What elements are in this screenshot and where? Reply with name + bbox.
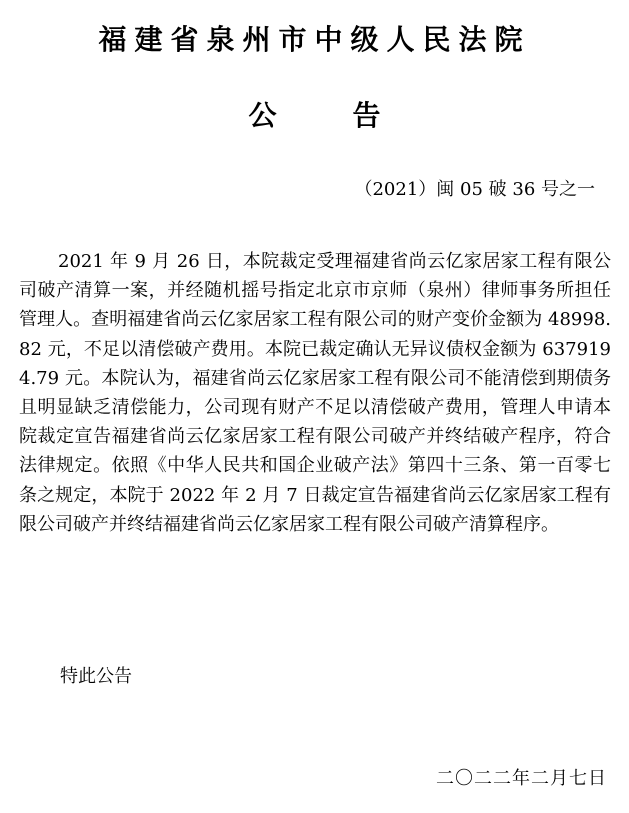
court-name-heading: 福建省泉州市中级人民法院	[98, 23, 531, 56]
notice-body-paragraph: 2021 年 9 月 26 日，本院裁定受理福建省尚云亿家居家工程有限公司破产清算一案，并经随机摇号指定北京市京师（泉州）律师事务所担任管理人。查明福建省尚云亿家居家工程有限公司的财产变价金额为 48998.82 元，不足以清偿破产费用。本院已裁定确认无异议债权金额为 6379194.79 元。本院认为，福建省尚云亿家居家工程有限公司不能清偿到期债务且明显缺乏清偿能力，公司现有财产不足以清偿破产费用，管理人申请本院裁定宣告福建省尚云亿家居家工程有限公司破产并终结破产程序，符合法律规定。依照《中华人民共和国企业破产法》第四十三条、第一百零七条之规定，本院于 2022 年 2 月 7 日裁定宣告福建省尚云亿家居家工程有限公司破产并终结福建省尚云亿家居家工程有限公司破产清算程序。	[19, 251, 611, 535]
issue-date: 二〇二二年二月七日	[436, 768, 607, 789]
notice-title	[0, 98, 629, 134]
notice-title-char-right: 告	[352, 99, 381, 132]
case-number: （2021）闽 05 破 36 号之一	[354, 179, 595, 200]
closing-statement: 特此公告	[60, 666, 132, 687]
notice-title-char-left: 公	[248, 99, 277, 132]
